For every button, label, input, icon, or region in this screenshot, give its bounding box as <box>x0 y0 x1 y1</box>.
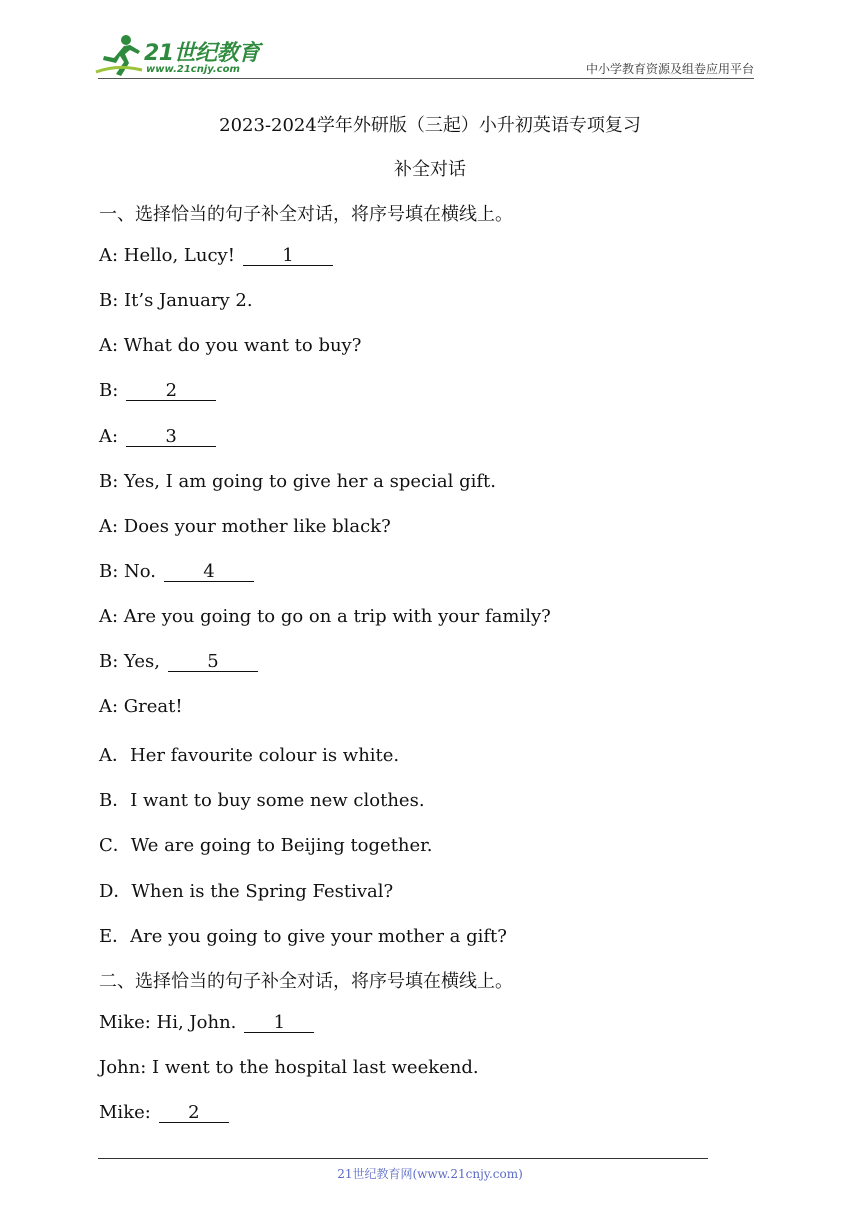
dialogue-line <box>99 561 254 582</box>
page-header <box>0 0 860 90</box>
dialogue-line <box>99 335 361 356</box>
dialogue-line-text: John: I went to the hospital last weekend. <box>99 1056 479 1078</box>
runner-icon <box>94 32 144 78</box>
dialogue-line-text: A: Hello, Lucy! <box>99 245 235 267</box>
dialogue-line <box>99 1102 229 1123</box>
dialogue-line <box>99 1057 479 1078</box>
dialogue-line-text: B: Yes, <box>99 651 160 672</box>
dialogue-line <box>99 1012 314 1033</box>
answer-option-text: E．Are you going to give your mother a gift? <box>99 925 507 947</box>
header-divider <box>98 78 754 79</box>
dialogue-line-text: A: <box>99 425 119 447</box>
dialogue-line-text: A: What do you want to buy? <box>99 335 362 357</box>
dialogue-line-text: Mike: <box>99 1102 151 1123</box>
dialogue-line-text: A: Does your mother like black? <box>99 515 391 537</box>
dialogue-line <box>99 245 333 266</box>
dialogue-line-text: B: It’s January 2. <box>99 290 253 312</box>
answer-blank[interactable]: 1 <box>244 1014 314 1033</box>
answer-option-text: C．We are going to Beijing together. <box>99 835 433 857</box>
header-tagline: 中小学教育资源及组卷应用平台 <box>585 62 754 76</box>
dialogue-line <box>99 606 551 627</box>
answer-option <box>99 741 399 767</box>
answer-blank[interactable]: 2 <box>159 1104 229 1123</box>
section-heading-text: 一、选择恰当的句子补全对话，将序号填在横线上。 <box>99 204 513 225</box>
answer-option-text: A．Her favourite colour is white. <box>99 745 400 767</box>
answer-option <box>99 786 425 812</box>
document-subtitle: 补全对话 <box>394 159 466 180</box>
dialogue-line <box>99 516 391 537</box>
dialogue-line-text: B: <box>99 380 119 402</box>
logo-text: 21世纪教育 <box>144 41 260 66</box>
answer-option <box>99 922 507 948</box>
dialogue-line <box>99 380 216 401</box>
site-logo[interactable] <box>94 32 264 80</box>
answer-blank[interactable]: 2 <box>126 382 216 401</box>
answer-option-text: D．When is the Spring Festival? <box>99 880 394 902</box>
dialogue-line-text: Mike: Hi, John. <box>99 1011 237 1033</box>
dialogue-line <box>99 471 496 492</box>
footer-link[interactable]: 21世纪教育网(www.21cnjy.com) <box>337 1167 523 1181</box>
answer-option <box>99 877 393 903</box>
section-heading-text: 二、选择恰当的句子补全对话，将序号填在横线上。 <box>99 970 513 992</box>
dialogue-line <box>99 426 216 447</box>
dialogue-line-text: A: Are you going to go on a trip with your family? <box>99 605 551 627</box>
answer-blank[interactable]: 1 <box>243 247 333 266</box>
section-heading <box>99 200 513 226</box>
answer-option <box>99 831 433 857</box>
dialogue-line <box>99 651 258 672</box>
dialogue-line-text: B: No. <box>99 560 157 582</box>
dialogue-line-text: A: Great! <box>99 696 183 718</box>
answer-blank[interactable]: 5 <box>168 653 258 672</box>
section-heading <box>99 967 513 993</box>
logo-url: www.21cnjy.com <box>146 64 240 75</box>
dialogue-line-text: B: Yes, I am going to give her a special gift. <box>99 470 496 492</box>
answer-blank[interactable]: 3 <box>126 428 216 447</box>
answer-option-text: B．I want to buy some new clothes. <box>99 790 425 812</box>
document-title: 2023-2024学年外研版（三起）小升初英语专项复习 <box>219 115 641 136</box>
answer-blank[interactable]: 4 <box>164 563 254 582</box>
footer-divider <box>98 1158 708 1159</box>
dialogue-line <box>99 290 253 311</box>
dialogue-line <box>99 696 183 717</box>
